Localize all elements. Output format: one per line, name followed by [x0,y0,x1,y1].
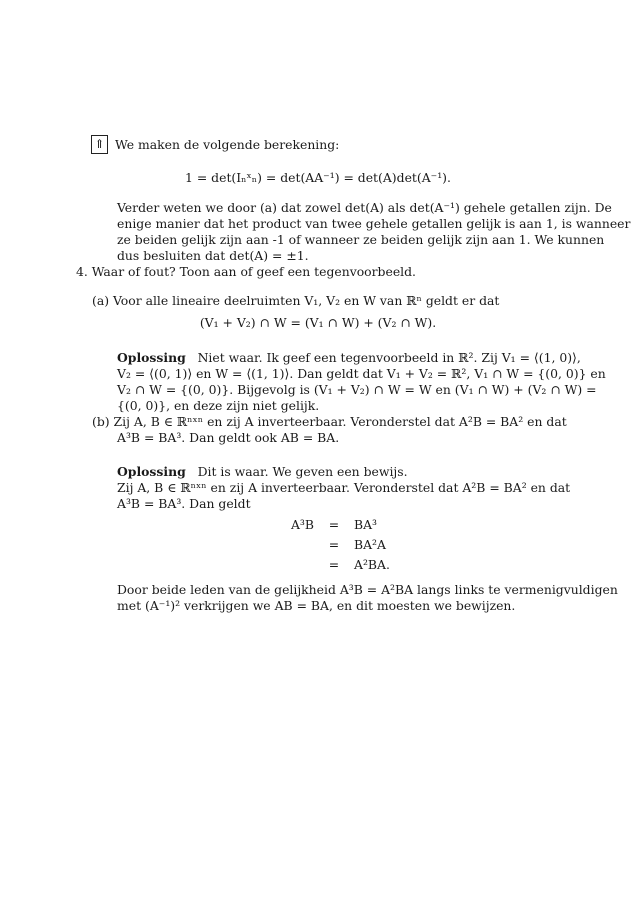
paragraph-line: Verder weten we door (a) dat zowel det(A) als det(A⁻¹) gehele getallen zijn. De [117,200,612,215]
equation-row [272,555,390,575]
equation-rhs: BA²A [354,537,386,552]
part-b-solution-line [117,464,408,480]
part-a-solution-line: V₂ = ⟨(0, 1)⟩ en W = ⟨(1, 1)⟩. Dan geldt dat V₁ + V₂ = ℝ², V₁ ∩ W = {(0, 0)} en [117,366,606,381]
solution-text: Niet waar. Ik geef een tegenvoorbeeld in ℝ². Zij V₁ = ⟨(1, 0)⟩, [197,350,581,365]
question-4-header: 4. Waar of fout? Toon aan of geef een tegenvoorbeeld. [76,264,416,279]
equation-relation: = [328,517,340,532]
part-b-closing-line: met (A⁻¹)² verkrijgen we AB = BA, en dit moesten we bewijzen. [117,598,516,613]
equation-row [272,515,390,535]
equation-row [272,535,390,555]
part-b-statement: A³B = BA³. Dan geldt ook AB = BA. [117,430,340,445]
solution-text: Dit is waar. We geven een bewijs. [197,464,408,479]
equation-lhs: A³B [290,517,314,532]
solution-label: Oplossing [117,464,186,479]
part-b-solution-line: A³B = BA³. Dan geldt [117,496,251,511]
part-a-solution-line: V₂ ∩ W = {(0, 0)}. Bijgevolg is (V₁ + V₂) ∩ W = W en (V₁ ∩ W) + (V₂ ∩ W) = [117,382,597,397]
part-a-statement: (a) Voor alle lineaire deelruimten V₁, V₂ en W van ℝⁿ geldt er dat [92,293,500,308]
part-a-formula: (V₁ + V₂) ∩ W = (V₁ ∩ W) + (V₂ ∩ W). [199,315,437,330]
equation-array [272,515,390,575]
equation-rhs: A²BA. [354,557,390,572]
part-a-solution-line: {(0, 0)}, en deze zijn niet gelijk. [117,398,320,413]
solution-label: Oplossing [117,350,186,365]
equation-lhs [272,535,314,555]
up-arrow-icon[interactable]: ⇑ [91,135,108,154]
intro-line: We maken de volgende berekening: [115,137,340,152]
determinant-equation: 1 = det(Iₙˣₙ) = det(AA⁻¹) = det(A)det(A⁻¹). [185,170,451,185]
part-b-solution-line: Zij A, B ∈ ℝⁿˣⁿ en zij A inverteerbaar. Veronderstel dat A²B = BA² en dat [117,480,571,495]
paragraph-line: ze beiden gelijk zijn aan -1 of wanneer ze beiden gelijk zijn aan 1. We kunnen [117,232,605,247]
part-a-solution-line [117,350,581,366]
equation-relation: = [328,537,340,552]
paragraph-line: enige manier dat het product van twee gehele getallen gelijk is aan 1, is wanneer [117,216,631,231]
equation-lhs [272,555,314,575]
part-b-statement: (b) Zij A, B ∈ ℝⁿˣⁿ en zij A inverteerbaar. Veronderstel dat A²B = BA² en dat [92,414,567,429]
part-b-closing-line: Door beide leden van de gelijkheid A³B = A²BA langs links te vermenigvuldigen [117,582,618,597]
equation-rhs: BA³ [354,517,378,532]
equation-relation: = [328,557,340,572]
paragraph-line: dus besluiten dat det(A) = ±1. [117,248,309,263]
